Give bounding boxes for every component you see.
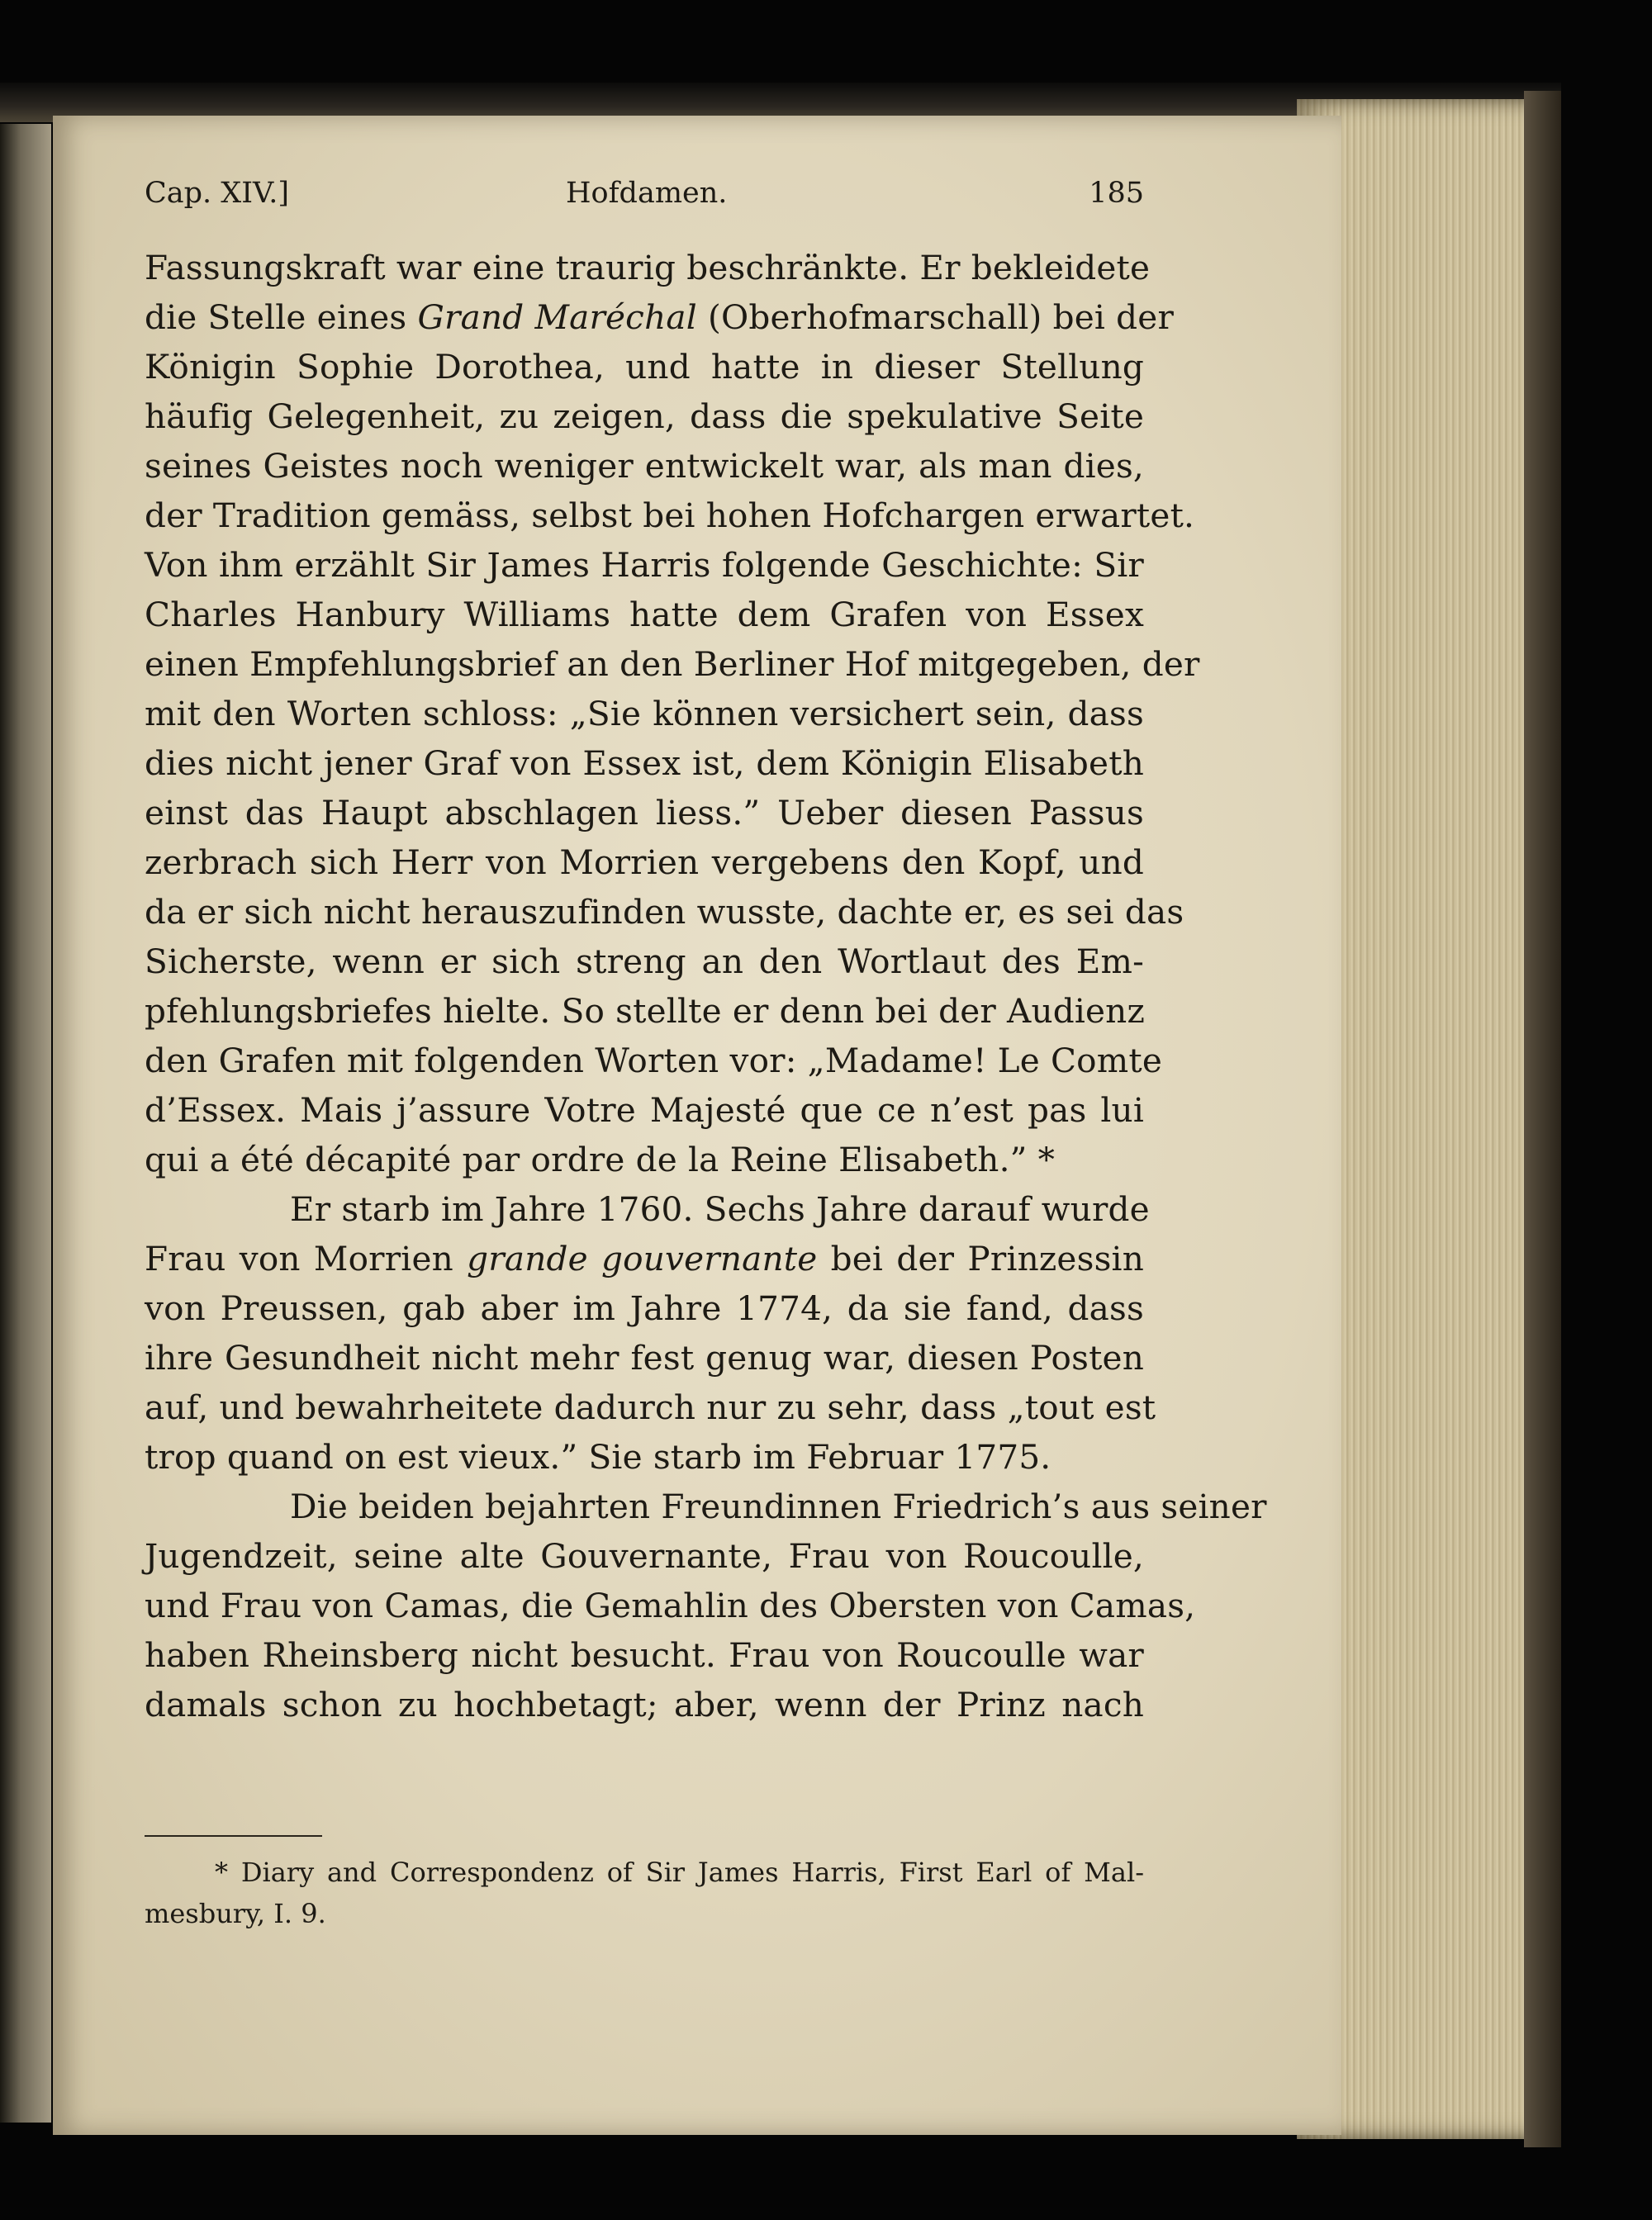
running-header bbox=[145, 157, 1144, 210]
text-line: da er sich nicht herauszufinden wusste, dachte er, es sei das bbox=[145, 892, 1184, 932]
footnote-line: mesbury, I. 9. bbox=[145, 1898, 326, 1929]
text-line: qui a été décapité par ordre de la Reine Elisabeth.” * bbox=[145, 1140, 1056, 1179]
text-line: damals schon zu hochbetagt; aber, wenn der Prinz nach bbox=[145, 1685, 1144, 1724]
text-line: Von ihm erzählt Sir James Harris folgende Geschichte: Sir bbox=[145, 545, 1144, 585]
text-line: auf, und bewahrheitete dadurch nur zu sehr, dass „tout est bbox=[145, 1388, 1156, 1427]
text-line: Königin Sophie Dorothea, und hatte in dieser Stellung bbox=[145, 347, 1144, 387]
text-line: von Preussen, gab aber im Jahre 1774, da sie fand, dass bbox=[145, 1288, 1144, 1328]
text-line: Jugendzeit, seine alte Gouvernante, Frau von Roucoulle, bbox=[145, 1536, 1144, 1576]
italic-phrase: grande gouvernante bbox=[467, 1239, 818, 1278]
text-line: seines Geistes noch weniger entwickelt war, als man dies, bbox=[145, 446, 1144, 486]
page-number: 185 bbox=[1089, 177, 1144, 210]
text-line: Charles Hanbury Williams hatte dem Grafen von Essex bbox=[145, 595, 1144, 634]
body-text bbox=[145, 243, 1267, 1729]
running-title: Hofdamen. bbox=[566, 177, 728, 210]
page-text-block bbox=[145, 157, 1267, 1729]
facing-page-edge bbox=[0, 124, 51, 2123]
text-line: ihre Gesundheit nicht mehr fest genug war, diesen Posten bbox=[145, 1338, 1144, 1378]
text-line: die Stelle eines Grand Maréchal (Oberhofmarschall) bei der bbox=[145, 297, 1175, 337]
text-line: einen Empfehlungsbrief an den Berliner Hof mitgegeben, der bbox=[145, 644, 1200, 684]
text-line: den Grafen mit folgenden Worten vor: „Madame! Le Comte bbox=[145, 1041, 1162, 1080]
text-line: Sicherste, wenn er sich streng an den Wortlaut des Em- bbox=[145, 942, 1144, 981]
book-cover-edge bbox=[1524, 91, 1561, 2147]
text-line: und Frau von Camas, die Gemahlin des Obersten von Camas, bbox=[145, 1586, 1196, 1625]
text-line: dies nicht jener Graf von Essex ist, dem Königin Elisabeth bbox=[145, 743, 1144, 783]
text-line: Fassungskraft war eine traurig beschränkte. Er bekleidete bbox=[145, 248, 1151, 287]
text-line: haben Rheinsberg nicht besucht. Frau von Roucoulle war bbox=[145, 1635, 1144, 1675]
text-line: d’Essex. Mais j’assure Votre Majesté que ce n’est pas lui bbox=[145, 1090, 1144, 1130]
paragraph-start-line: Die beiden bejahrten Freundinnen Friedrich’s aus seiner bbox=[290, 1487, 1267, 1526]
text-line: der Tradition gemäss, selbst bei hohen Hofchargen erwartet. bbox=[145, 496, 1195, 535]
paragraph-start-line: Er starb im Jahre 1760. Sechs Jahre darauf wurde bbox=[290, 1189, 1150, 1229]
text-line: pfehlungsbriefes hielte. So stellte er denn bei der Audienz bbox=[145, 991, 1145, 1031]
text-line: trop quand on est vieux.” Sie starb im Februar 1775. bbox=[145, 1437, 1051, 1477]
text-line: Frau von Morrien grande gouvernante bei der Prinzessin bbox=[145, 1239, 1144, 1278]
text-line: einst das Haupt abschlagen liess.” Ueber diesen Passus bbox=[145, 793, 1144, 832]
chapter-label: Cap. XIV.] bbox=[145, 177, 289, 210]
text-line: zerbrach sich Herr von Morrien vergebens den Kopf, und bbox=[145, 842, 1144, 882]
footnote bbox=[145, 1852, 1144, 1934]
italic-phrase: Grand Maréchal bbox=[417, 297, 697, 337]
text-line: häufig Gelegenheit, zu zeigen, dass die spekulative Seite bbox=[145, 396, 1144, 436]
footnote-line: * Diary and Correspondenz of Sir James Harris, First Earl of Mal- bbox=[215, 1857, 1144, 1888]
footnote-rule bbox=[145, 1835, 322, 1837]
text-line: mit den Worten schloss: „Sie können versichert sein, dass bbox=[145, 694, 1144, 733]
